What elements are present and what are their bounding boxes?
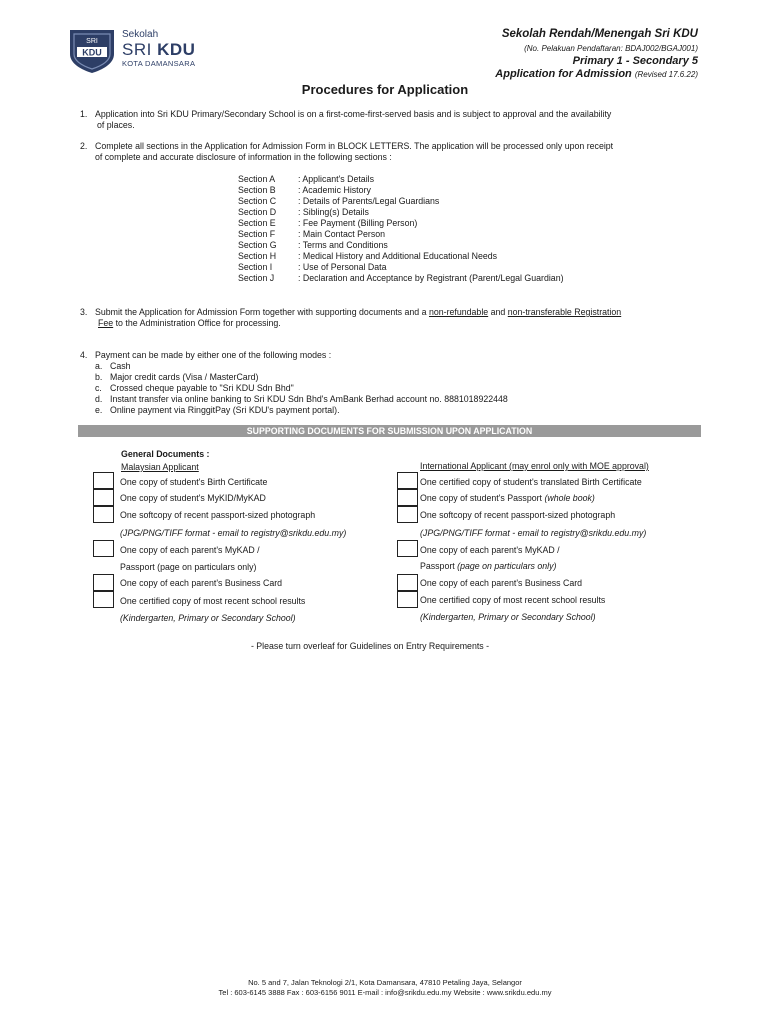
malaysian-birth-cert-checkbox[interactable] [93, 472, 114, 489]
payment-mode-item [95, 372, 508, 383]
footer-address: No. 5 and 7, Jalan Teknologi 2/1, Kota Damansara, 47810 Petaling Jaya, Selangor [248, 978, 522, 987]
section-description: : Use of Personal Data [298, 262, 387, 272]
section-label: Section E [238, 218, 276, 228]
malaysian-doc-6: One certified copy of most recent school results [120, 596, 306, 606]
section-label: Section C [238, 196, 277, 206]
payment-modes-list [95, 361, 508, 416]
international-business-card-checkbox[interactable] [397, 574, 418, 591]
form-name: Application for Admission [495, 68, 632, 80]
section-description: : Main Contact Person [298, 229, 386, 239]
malaysian-doc-4-note: Passport (page on particulars only) [120, 562, 257, 572]
procedure-3-text-a: Submit the Application for Admission Form together with supporting documents and a [95, 307, 429, 317]
section-row [238, 174, 564, 185]
malaysian-photo-checkbox[interactable] [93, 506, 114, 523]
form-title [495, 68, 698, 80]
international-parent-mykad-checkbox[interactable] [397, 540, 418, 557]
section-row [238, 196, 564, 207]
procedure-3 [80, 307, 700, 331]
procedure-3-line-2 [98, 318, 281, 329]
international-passport-checkbox[interactable] [397, 489, 418, 506]
crest-text: SRI [86, 38, 98, 45]
procedure-1-line-2: of places. [97, 120, 135, 130]
procedure-2-line-2: of complete and accurate disclosure of information in the following sections : [95, 152, 392, 162]
logo-subtitle: KOTA DAMANSARA [122, 59, 196, 68]
procedure-3-text-b: and [488, 307, 508, 317]
international-birth-cert-checkbox[interactable] [397, 472, 418, 489]
school-name: Sekolah Rendah/Menengah Sri KDU [501, 28, 698, 40]
section-row [238, 229, 564, 240]
international-doc-1: One certified copy of student's translated Birth Certificate [420, 477, 642, 487]
registration-number: (No. Pelakuan Pendaftaran: BDAJ002/BGAJ001) [524, 44, 698, 53]
procedure-2 [80, 141, 700, 165]
section-row [238, 262, 564, 273]
international-doc-3-note: (JPG/PNG/TIFF format - email to registry@srikdu.edu.my) [420, 528, 647, 538]
procedure-4-number: 4. [80, 350, 88, 360]
international-doc-4-text: Passport [420, 561, 455, 571]
payment-mode-text: Crossed cheque payable to "Sri KDU Sdn Bhd" [110, 383, 294, 393]
payment-mode-key: b. [95, 372, 103, 382]
section-description: : Sibling(s) Details [298, 207, 369, 217]
malaysian-applicant-heading: Malaysian Applicant [121, 462, 199, 472]
section-row [238, 240, 564, 251]
sections-list [238, 174, 564, 284]
payment-mode-item [95, 405, 508, 416]
payment-mode-item [95, 394, 508, 405]
section-label: Section G [238, 240, 277, 250]
procedure-3-number: 3. [80, 307, 88, 317]
section-description: : Academic History [298, 185, 371, 195]
malaysian-parent-mykad-checkbox[interactable] [93, 540, 114, 557]
procedure-1-number: 1. [80, 109, 88, 119]
section-label: Section F [238, 229, 276, 239]
logo-name-b: KDU [157, 40, 196, 59]
section-description: : Fee Payment (Billing Person) [298, 218, 418, 228]
level-range: Primary 1 - Secondary 5 [572, 55, 698, 67]
section-row [238, 218, 564, 229]
supporting-documents-header: SUPPORTING DOCUMENTS FOR SUBMISSION UPON APPLICATION [78, 425, 701, 437]
section-label: Section I [238, 262, 273, 272]
payment-mode-text: Online payment via RinggitPay (Sri KDU's payment portal). [110, 405, 340, 415]
international-doc-5: One copy of each parent's Business Card [420, 578, 583, 588]
payment-mode-item [95, 383, 508, 394]
school-logo-text [122, 30, 195, 68]
malaysian-doc-6-note: (Kindergarten, Primary or Secondary School) [120, 613, 296, 623]
international-doc-4-detail: (page on particulars only) [457, 561, 557, 571]
payment-mode-key: a. [95, 361, 103, 371]
malaysian-school-results-checkbox[interactable] [93, 591, 114, 608]
malaysian-doc-2: One copy of student's MyKID/MyKAD [120, 493, 266, 503]
section-description: : Details of Parents/Legal Guardians [298, 196, 440, 206]
section-description: : Applicant's Details [298, 174, 375, 184]
procedure-3-line-1 [95, 307, 621, 318]
international-doc-6: One certified copy of most recent school results [420, 595, 606, 605]
malaysian-doc-3: One softcopy of recent passport-sized photograph [120, 510, 316, 520]
procedure-2-line-1: Complete all sections in the Application for Admission Form in BLOCK LETTERS. The application will be processed only upon receipt [95, 141, 614, 151]
procedure-2-number: 2. [80, 141, 88, 151]
section-label: Section B [238, 185, 276, 195]
section-row [238, 207, 564, 218]
section-row [238, 185, 564, 196]
international-doc-2-text: One copy of student's Passport [420, 493, 542, 503]
payment-mode-key: c. [95, 383, 102, 393]
section-row [238, 251, 564, 262]
fee-text: Fee [98, 318, 114, 328]
logo-name [122, 41, 195, 58]
revision-date: (Revised 17.6.22) [634, 70, 698, 79]
procedure-4 [80, 350, 700, 416]
page-title: Procedures for Application [301, 82, 469, 97]
section-description: : Terms and Conditions [298, 240, 388, 250]
malaysian-mykid-checkbox[interactable] [93, 489, 114, 506]
payment-mode-text: Major credit cards (Visa / MasterCard) [110, 372, 259, 382]
international-doc-2-note: (whole book) [544, 493, 595, 503]
general-documents-heading: General Documents : [121, 449, 210, 459]
malaysian-doc-4: One copy of each parent's MyKAD / [120, 545, 260, 555]
international-doc-3: One softcopy of recent passport-sized photograph [420, 510, 616, 520]
non-refundable-text: non-refundable [428, 307, 489, 317]
section-label: Section H [238, 251, 277, 261]
section-label: Section A [238, 174, 276, 184]
logo-name-a: SRI [122, 40, 152, 59]
non-transferable-text: non-transferable Registration [507, 307, 622, 317]
section-description: : Medical History and Additional Educational Needs [298, 251, 498, 261]
international-doc-6-note: (Kindergarten, Primary or Secondary School) [420, 612, 596, 622]
section-label: Section D [238, 207, 277, 217]
payment-mode-text: Cash [110, 361, 131, 371]
malaysian-doc-1: One copy of student's Birth Certificate [120, 477, 268, 487]
procedure-1 [80, 109, 700, 133]
payment-intro: Payment can be made by either one of the following modes : [95, 350, 332, 360]
international-applicant-heading: International Applicant (may enrol only with MOE approval) [420, 461, 649, 471]
procedure-3-text-c: to the Administration Office for processing. [113, 318, 281, 328]
international-school-results-checkbox[interactable] [397, 591, 418, 608]
overleaf-note: - Please turn overleaf for Guidelines on Entry Requirements - [250, 641, 490, 651]
section-row [238, 273, 564, 284]
school-crest-icon [68, 28, 116, 74]
malaysian-business-card-checkbox[interactable] [93, 574, 114, 591]
international-doc-2 [420, 493, 595, 503]
payment-mode-key: d. [95, 394, 103, 404]
section-label: Section J [238, 273, 275, 283]
malaysian-doc-3-note: (JPG/PNG/TIFF format - email to registry@srikdu.edu.my) [120, 528, 347, 538]
section-description: : Declaration and Acceptance by Registrant (Parent/Legal Guardian) [298, 273, 564, 283]
international-doc-4-note [420, 561, 556, 571]
malaysian-doc-5: One copy of each parent's Business Card [120, 578, 283, 588]
payment-mode-text: Instant transfer via online banking to Sri KDU Sdn Bhd's AmBank Berhad account no. 8881018922448 [110, 394, 508, 404]
international-photo-checkbox[interactable] [397, 506, 418, 523]
payment-mode-key: e. [95, 405, 103, 415]
crest-mark: KDU [82, 47, 102, 58]
procedure-1-line-1: Application into Sri KDU Primary/Secondary School is on a first-come-first-served basis and is subject to approval and the availability [95, 109, 612, 119]
footer-contact: Tel : 603-6145 3888 Fax : 603-6156 9011 E-mail : info@srikdu.edu.my Website : www.srikdu.edu.my [218, 988, 552, 997]
payment-mode-item [95, 361, 508, 372]
logo-small-text: Sekolah [122, 29, 159, 40]
international-doc-4: One copy of each parent's MyKAD / [420, 545, 560, 555]
